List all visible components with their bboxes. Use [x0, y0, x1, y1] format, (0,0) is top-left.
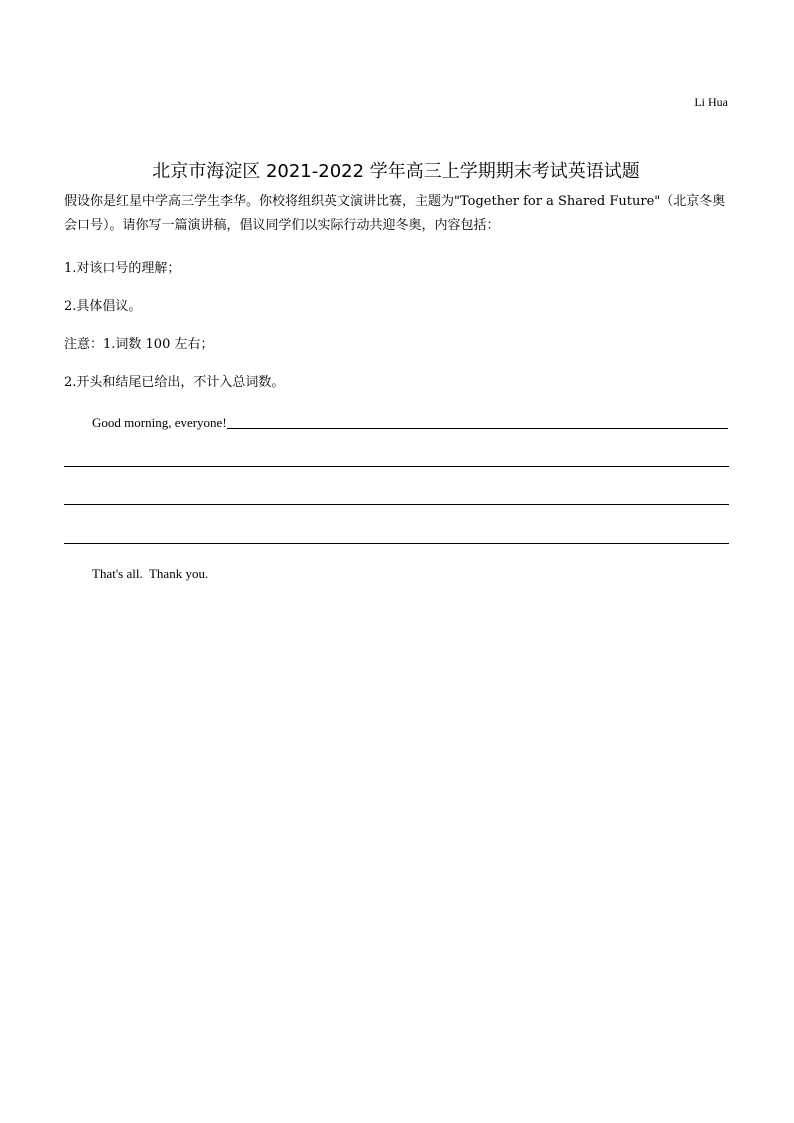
- writing-line[interactable]: [64, 543, 729, 544]
- writing-line[interactable]: [64, 504, 729, 505]
- prompt-paragraph: 假设你是红星中学高三学生李华。你校将组织英文演讲比赛，主题为"Together for a Shared Future"（北京冬奥会口号）。请你写一篇演讲稿，倡议同学们以实际行动共迎冬奥，内容包括：: [64, 194, 726, 233]
- author-name: Li Hua: [694, 95, 728, 109]
- note-2: 2.开头和结尾已给出，不计入总词数。: [64, 375, 285, 390]
- content-point-2: 2.具体倡议。: [64, 299, 142, 314]
- essay-closing-text: That's all. Thank you.: [92, 566, 209, 581]
- page-title: 北京市海淀区 2021-2022 学年高三上学期期末考试英语试题: [152, 161, 640, 182]
- note-1: 注意：1.词数 100 左右；: [64, 337, 214, 352]
- writing-line[interactable]: [64, 466, 729, 467]
- essay-opening-text: Good morning, everyone!: [92, 415, 227, 430]
- content-point-1: 1.对该口号的理解；: [64, 261, 181, 276]
- essay-opening-row: [92, 410, 728, 432]
- writing-line[interactable]: [227, 427, 728, 429]
